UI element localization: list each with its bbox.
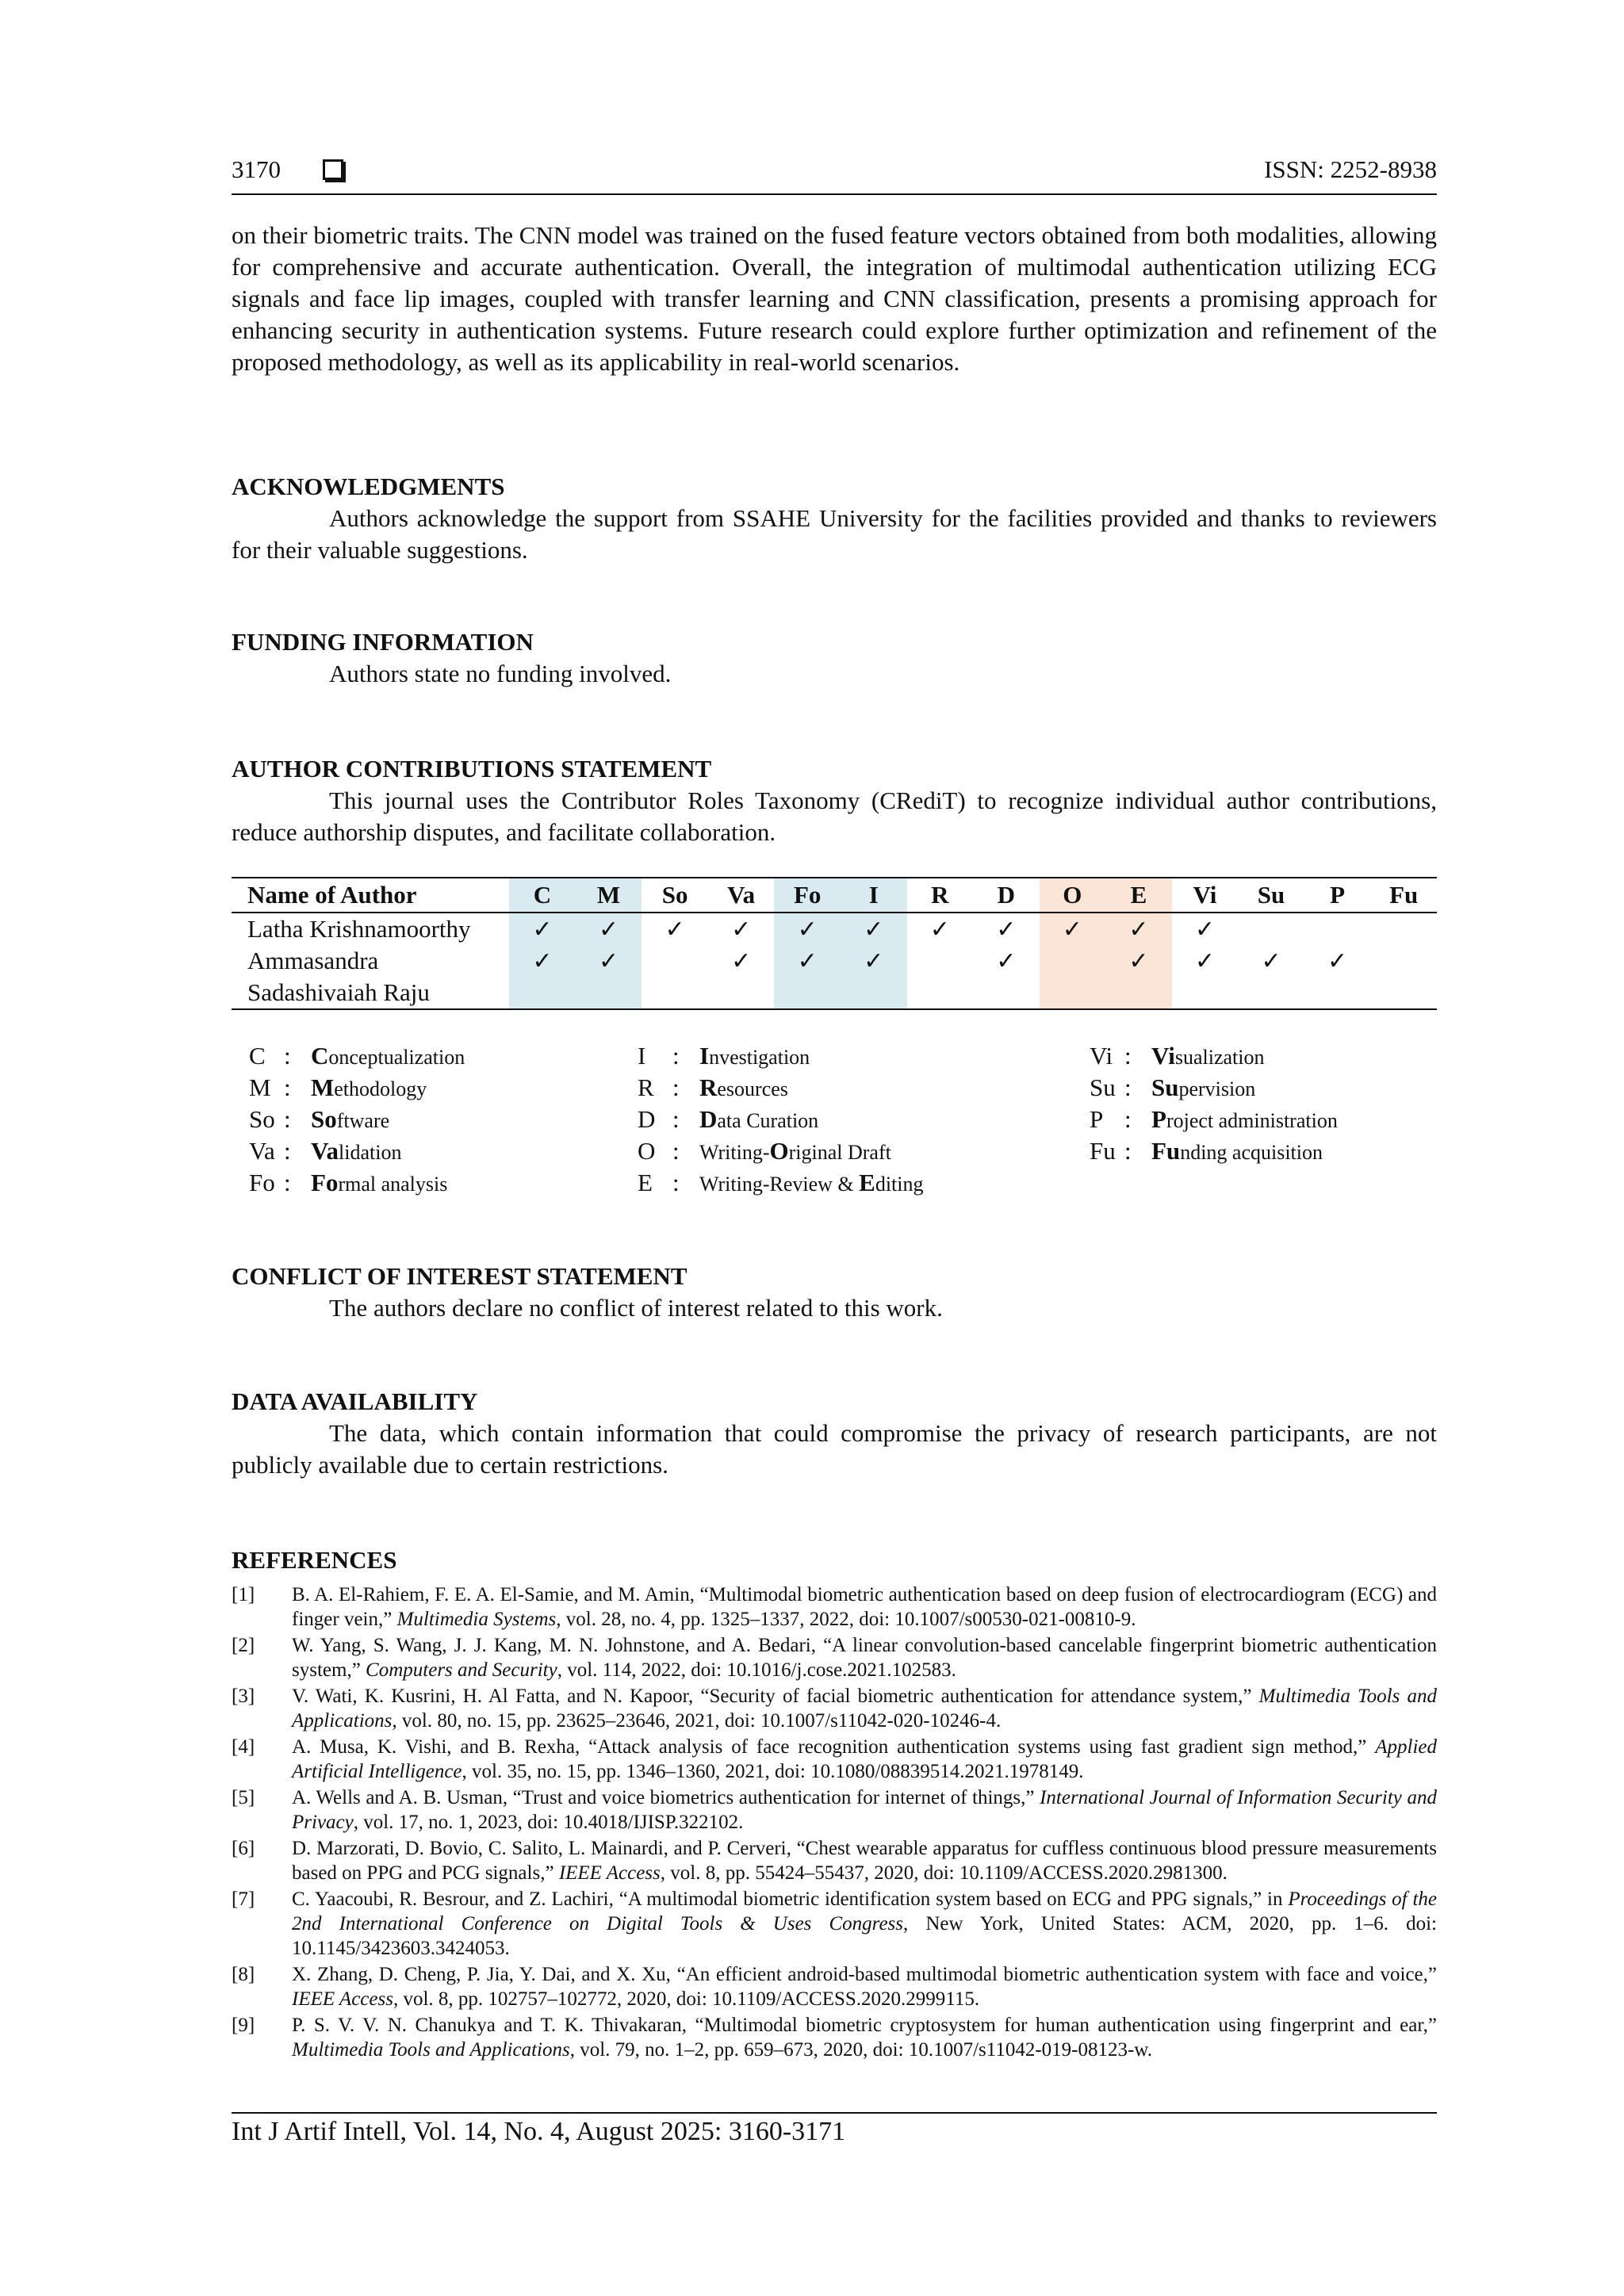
column-header: E — [1105, 878, 1172, 913]
table-cell — [1370, 977, 1437, 1009]
table-cell — [1304, 977, 1371, 1009]
author-name: Latha Krishnamoorthy — [247, 915, 471, 943]
check-icon: ✓ — [665, 915, 685, 943]
page-number: 3170 — [232, 155, 281, 183]
table-cell — [1238, 977, 1304, 1009]
column-header: R — [931, 881, 949, 909]
check-icon: ✓ — [509, 913, 576, 945]
legend-item: Fu : Funding acquisition — [1090, 1137, 1323, 1165]
references-heading: REFERENCES — [232, 1546, 397, 1574]
check-icon: ✓ — [1327, 947, 1348, 975]
page-header — [232, 155, 1437, 195]
check-icon: ✓ — [996, 915, 1017, 943]
conflict-text: The authors declare no conflict of interest related to this work. — [329, 1294, 943, 1322]
legend-item: I : Investigation — [638, 1042, 810, 1070]
funding-heading: FUNDING INFORMATION — [232, 628, 534, 656]
check-icon: ✓ — [774, 945, 841, 977]
column-header: M — [576, 878, 642, 913]
legend-item: E : Writing-Review & Editing — [638, 1169, 924, 1196]
legend-item: So : Software — [249, 1105, 390, 1133]
author-name: Sadashivaiah Raju — [247, 978, 430, 1006]
reference-item: [2] W. Yang, S. Wang, J. J. Kang, M. N. Johnstone, and A. Bedari, “A linear convolution-based cancelable fingerprint biometric authentication system,” Computers and Security, vol. 114, 2022, doi: 10.1016/j.cose.2021.102583. — [232, 1635, 1437, 1681]
table-cell — [774, 977, 841, 1009]
contributions-text: This journal uses the Contributor Roles Taxonomy (CRediT) to recognize individual author contributions, reduce authorship disputes, and facilitate collaboration. — [232, 786, 1437, 846]
conflict-heading: CONFLICT OF INTEREST STATEMENT — [232, 1262, 688, 1290]
legend-item: R : Resources — [638, 1073, 788, 1101]
column-header: I — [841, 878, 907, 913]
data-availability-heading: DATA AVAILABILITY — [232, 1387, 478, 1415]
column-header: Fu — [1389, 881, 1419, 909]
table-cell — [509, 977, 576, 1009]
column-header: Va — [727, 881, 756, 909]
column-header: So — [661, 881, 688, 909]
column-header: Fo — [774, 878, 841, 913]
legend-item: M : Methodology — [249, 1073, 427, 1101]
check-icon: ✓ — [576, 945, 642, 977]
legend-item: Vi : Visualization — [1090, 1042, 1265, 1070]
column-header: Su — [1257, 881, 1285, 909]
data-availability-text: The data, which contain information that could compromise the privacy of research participants, are not publicly available due to certain restrictions. — [232, 1419, 1437, 1479]
table-row — [232, 977, 1437, 1009]
check-icon: ✓ — [1261, 947, 1281, 975]
author-contributions-table — [232, 877, 1437, 1010]
check-icon: ✓ — [1105, 913, 1172, 945]
legend-item: O : Writing-Original Draft — [638, 1137, 891, 1165]
check-icon: ✓ — [1194, 947, 1216, 975]
reference-item: [3] V. Wati, K. Kusrini, H. Al Fatta, and N. Kapoor, “Security of facial biometric authentication for attendance system,” Multimedia Tools and Applications, vol. 80, no. 15, pp. 23625–23646, 2021, doi: 10.1007/s11042-020-10246-4. — [232, 1686, 1438, 1732]
table-body — [232, 913, 1437, 1009]
header-rule — [232, 193, 1437, 195]
table-cell — [1370, 913, 1437, 945]
legend-item: C : Conceptualization — [249, 1042, 465, 1070]
name-of-author-header: Name of Author — [247, 881, 417, 909]
legend-item: D : Data Curation — [638, 1105, 819, 1133]
table-cell — [841, 977, 907, 1009]
reference-item: [4] A. Musa, K. Vishi, and B. Rexha, “Attack analysis of face recognition authentication systems using fast gradient sign method,” Applied Artificial Intelligence, vol. 35, no. 15, pp. 1346–1360, 2021, doi: 10.1080/08839514.2021.1978149. — [232, 1736, 1437, 1782]
check-icon: ✓ — [774, 913, 841, 945]
check-icon: ✓ — [509, 945, 576, 977]
legend-item: Su : Supervision — [1090, 1073, 1256, 1101]
table-cell — [708, 977, 775, 1009]
reference-item: [6] D. Marzorati, D. Bovio, C. Salito, L. Mainardi, and P. Cerveri, “Chest wearable apparatus for cuffless continuous blood pressure measurements based on PPG and PCG signals,” IEEE Access, vol. 8, pp. 55424–55437, 2020, doi: 10.1109/ACCESS.2020.2981300. — [232, 1838, 1437, 1884]
table-cell — [973, 977, 1040, 1009]
table-cell — [642, 945, 708, 977]
check-icon: ✓ — [1105, 945, 1172, 977]
column-header: Vi — [1193, 881, 1217, 909]
legend-column — [249, 1040, 465, 1199]
table-cell — [907, 945, 974, 977]
reference-item: [5] A. Wells and A. B. Usman, “Trust and voice biometrics authentication for internet of things,” International Journal of Information Security and Privacy, vol. 17, no. 1, 2023, doi: 10.4018/IJISP.322102. — [232, 1787, 1437, 1833]
square-bullet-icon — [323, 159, 343, 180]
acknowledgments-text: Authors acknowledge the support from SSAHE University for the facilities provided and thanks to reviewers for their valuable suggestions. — [232, 504, 1437, 564]
reference-item: [1] B. A. El-Rahiem, F. E. A. El-Samie, and M. Amin, “Multimodal biometric authentication based on deep fusion of electrocardiogram (ECG) and finger vein,” Multimedia Systems, vol. 28, no. 4, pp. 1325–1337, 2022, doi: 10.1007/s00530-021-00810-9. — [232, 1584, 1437, 1630]
column-header: P — [1330, 881, 1346, 909]
contributions-heading: AUTHOR CONTRIBUTIONS STATEMENT — [232, 755, 712, 783]
table-cell — [907, 977, 974, 1009]
table-cell — [1105, 977, 1172, 1009]
footer-rule — [232, 2112, 1437, 2114]
legend-column — [638, 1040, 924, 1199]
table-row — [232, 913, 1437, 945]
table-cell — [1238, 913, 1304, 945]
check-icon: ✓ — [731, 915, 752, 943]
check-icon: ✓ — [1194, 915, 1216, 943]
contribution-legend — [232, 1040, 1437, 1207]
table-cell — [1172, 977, 1239, 1009]
column-header: C — [509, 878, 576, 913]
check-icon: ✓ — [731, 947, 752, 975]
table-cell — [1370, 945, 1437, 977]
legend-item: Va : Validation — [249, 1137, 402, 1165]
author-name: Ammasandra — [247, 947, 379, 974]
reference-item: [8] X. Zhang, D. Cheng, P. Jia, Y. Dai, and X. Xu, “An efficient android-based multimodal biometric authentication system with face and voice,” IEEE Access, vol. 8, pp. 102757–102772, 2020, doi: 10.1109/ACCESS.2020.2999115. — [232, 1964, 1437, 2010]
intro-paragraph: on their biometric traits. The CNN model was trained on the fused feature vectors obtained from both modalities, allowing for comprehensive and accurate authentication. Overall, the integration of multimodal authentication utilizing ECG signals and face lip images, coupled with transfer learning and CNN classification, presents a promising approach for enhancing security in authentication systems. Future research could explore further optimization and refinement of the proposed methodology, as well as its applicability in real-world scenarios. — [232, 221, 1437, 376]
check-icon: ✓ — [1040, 913, 1106, 945]
legend-item: P : Project administration — [1090, 1105, 1338, 1133]
issn-label: ISSN: 2252-8938 — [1264, 155, 1437, 183]
table-cell — [576, 977, 642, 1009]
reference-item: [7] C. Yaacoubi, R. Besrour, and Z. Lachiri, “A multimodal biometric identification system based on ECG and PPG signals,” in Proceedings of the 2nd International Conference on Digital Tools & Uses Congress, New York, United States: ACM, 2020, pp. 1–6. doi: 10.1145/3423603.3424053. — [232, 1888, 1437, 1959]
references-list — [232, 1582, 1437, 2064]
table-cell — [1040, 945, 1106, 977]
column-header: O — [1040, 878, 1106, 913]
legend-item: Fo : Formal analysis — [249, 1169, 448, 1196]
reference-item: [9] P. S. V. V. N. Chanukya and T. K. Thivakaran, “Multimodal biometric cryptosystem for human authentication using fingerprint and ear,” Multimedia Tools and Applications, vol. 79, no. 1–2, pp. 659–673, 2020, doi: 10.1007/s11042-019-08123-w. — [232, 2015, 1437, 2061]
check-icon: ✓ — [576, 913, 642, 945]
table-cell — [1304, 913, 1371, 945]
column-header: D — [997, 881, 1016, 909]
page-footer: Int J Artif Intell, Vol. 14, No. 4, August 2025: 3160-3171 — [232, 2117, 846, 2146]
funding-text: Authors state no funding involved. — [329, 660, 672, 687]
table-cell — [1040, 977, 1106, 1009]
check-icon: ✓ — [841, 945, 907, 977]
legend-column — [1090, 1040, 1338, 1167]
acknowledgments-heading: ACKNOWLEDGMENTS — [232, 473, 505, 500]
table-header-row — [232, 878, 1437, 913]
check-icon: ✓ — [996, 947, 1017, 975]
table-row — [232, 945, 1437, 977]
check-icon: ✓ — [841, 913, 907, 945]
table-cell — [642, 977, 708, 1009]
check-icon: ✓ — [929, 915, 950, 943]
